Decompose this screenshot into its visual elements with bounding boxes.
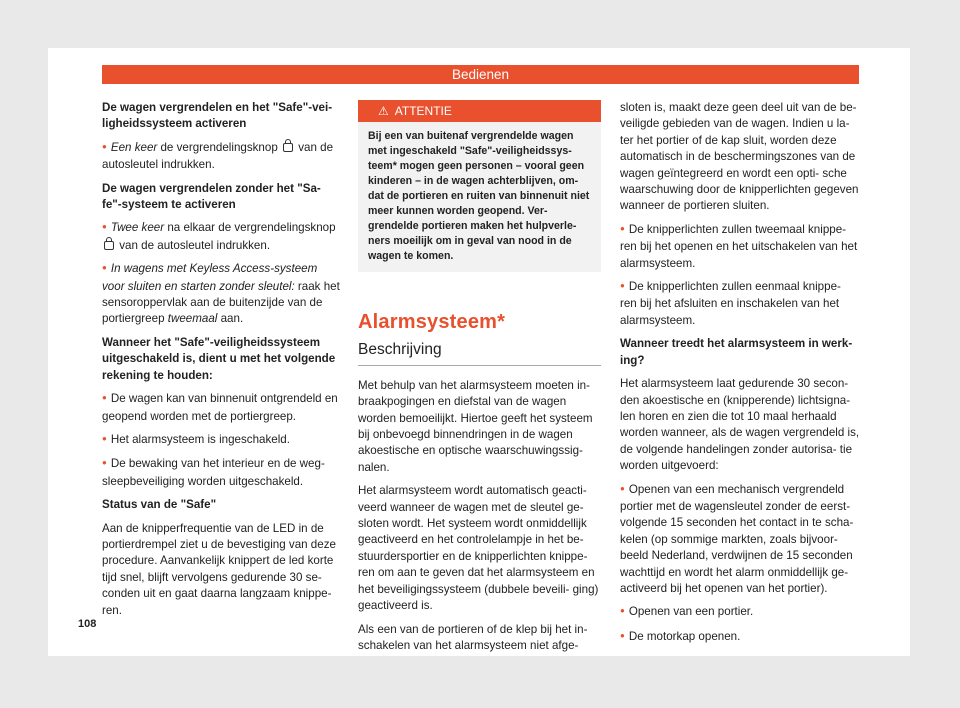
heading-safe-status: Status van de "Safe": [102, 498, 217, 512]
heading-safe-off: Wanneer het "Safe"-veiligheidssysteem uitgeschakeld is, dient u met het volgende rekening te houden:: [102, 335, 336, 382]
heading-lock-safe: De wagen vergrendelen en het "Safe"-vei- ligheidssysteem activeren: [102, 101, 333, 131]
bullet-lock-twice: ● Twee keer na elkaar de vergrendelingsknop van de autosleutel indrukken.: [102, 220, 342, 254]
column-left: [102, 100, 342, 626]
warning-text: Bij een van buitenaf vergrendelde wagen met ingeschakeld "Safe"-veiligheidssys- teem* mogen geen personen – vooral geen kinderen – in de wagen achterblijven, om- dat de portieren en ruiten van binnenuit niet meer kunnen worden geopend. Ver- grendelde portieren maken het hulpverle- ners moeilijk om in geval van nood in de wagen te komen.: [368, 130, 590, 262]
warning-header: ⚠ ATTENTIE: [358, 100, 601, 122]
bullet-keyless: ● In wagens met Keyless Access-systeem voor sluiten en starten zonder sleutel: raak het sensoroppervlak aan de buitenzijde van de portiergreep tweemaal aan.: [102, 261, 342, 328]
bullet-blink-twice: ● De knipperlichten zullen tweemaal knippe- ren bij het openen en het uitschakelen van het alarmsysteem.: [620, 222, 860, 272]
subsection-title: Beschrijving: [358, 342, 601, 365]
bullet-unlock-inside: ● De wagen kan van binnenuit ontgrendeld en geopend worden met de portiergreep.: [102, 391, 342, 425]
bullet-mechanical-open: ● Openen van een mechanisch vergrendeld portier met de wagensleutel zonder de eerst- volgende 15 seconden het contact in te scha- kelen (op sommige markten, zoals bijvoor- beeld Nederland, verdwijnen de 15 seconden wachttijd en wordt het alarm onmiddellijk ge- activeerd bij het openen van het portier).: [620, 482, 860, 598]
paragraph-open-door: Als een van de portieren of de klep bij het in- schakelen van het alarmsysteem niet afge-: [358, 622, 588, 652]
bullet-open-hood: ● De motorkap openen.: [620, 629, 860, 646]
paragraph-purpose: Met behulp van het alarmsysteem moeten in- braakpogingen en diefstal van de wagen worden bemoeilijkt. Hiertoe geeft het systeem bij onbevoegd binnendringen in de wagen akoestische en optische waarschuwingssig- nalen.: [358, 378, 593, 474]
warning-box: [358, 100, 601, 272]
paragraph-alarm-signals: Het alarmsysteem laat gedurende 30 secon- den akoestische en (knipperende) lichtsigna- len horen en zien die tot 10 maal herhaald worden wanneer, als de wagen vergrendeld is, de volgende handelingen zonder autorisa- tie worden uitgevoerd:: [620, 377, 860, 473]
column-middle: [358, 100, 601, 661]
bullet-lock-once: ● Een keer de vergrendelingsknop van de autosleutel indrukken.: [102, 140, 342, 174]
bullet-blink-once: ● De knipperlichten zullen eenmaal knippe- ren bij het afsluiten en inschakelen van het alarmsysteem.: [620, 279, 860, 329]
warning-triangle-icon: ⚠: [378, 104, 389, 118]
heading-lock-no-safe: De wagen vergrendelen zonder het "Sa- fe"-systeem te activeren: [102, 181, 321, 212]
lock-icon: [283, 143, 293, 152]
heading-alarm-trigger: Wanneer treedt het alarmsysteem in werk- ing?: [620, 337, 853, 367]
paragraph-continued: sloten is, maakt deze geen deel uit van de be- veiligde gebieden van de wagen. Indien u la- ter het portier of de kap sluit, worden deze automatisch in de beschermingszones van de wagen geïntegreerd en wordt een opti- sche waarschuwing door de knipperlichten gegeven wanneer de portieren sluiten.: [620, 101, 859, 213]
bullet-open-door: ● Openen van een portier.: [620, 604, 860, 621]
chapter-header: Bedienen: [102, 65, 859, 84]
paragraph-activation: Het alarmsysteem wordt automatisch geacti- veerd wanneer de wagen met de sleutel ge- sloten wordt. Het systeem wordt onmiddellijk geactiveerd en het controlelampje in het be- stuurdersportier en de knipperlichten knippe- ren om aan te geven dat het alarmsysteem en het beveiligingssysteem (dubbele beveili- ging) geactiveerd is.: [358, 484, 599, 613]
paragraph-led: Aan de knipperfrequentie van de LED in de portierdrempel ziet u de bevestiging van deze procedure. Aanvankelijk knippert de led korte tijd snel, blijft vervolgens gedurende 30 se- conden uit en gaat daarna langzaam knippe- ren.: [102, 521, 336, 617]
column-right: [620, 100, 860, 653]
bullet-alarm-on: ● Het alarmsysteem is ingeschakeld.: [102, 432, 342, 449]
section-title: Alarmsysteem*: [358, 311, 506, 333]
lock-icon: [104, 241, 114, 250]
page-number: 108: [78, 618, 97, 630]
bullet-interior-off: ● De bewaking van het interieur en de weg- sleepbeveiliging worden uitgeschakeld.: [102, 456, 342, 490]
